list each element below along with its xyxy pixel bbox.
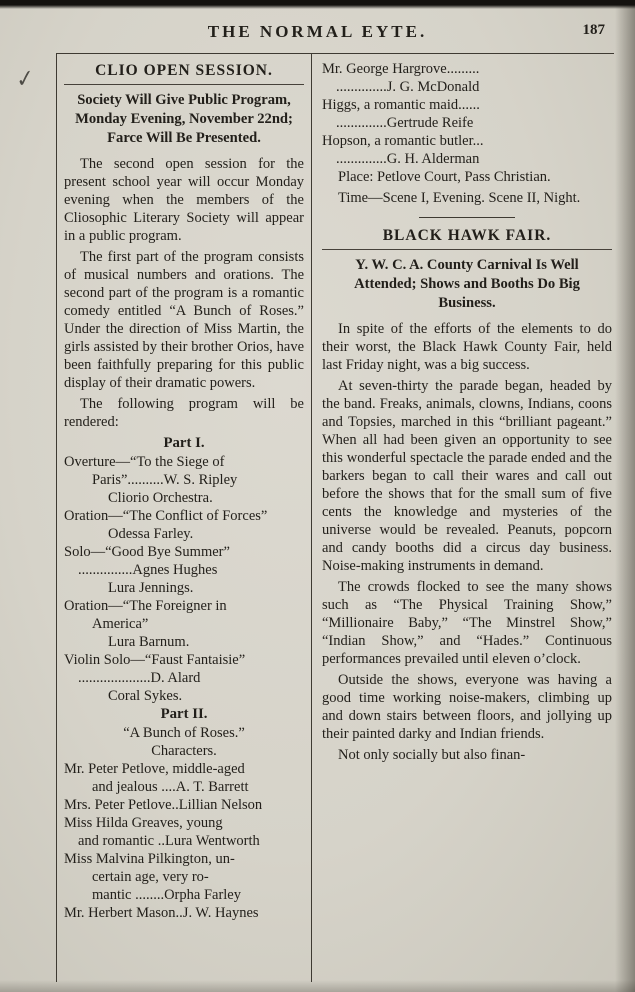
cast-line: ..............G. H. Alderman [336,151,480,167]
right-column [311,54,614,982]
left-column [56,54,311,982]
handwritten-checkmark: ✓ [14,63,36,94]
program-line: Cliorio Orchestra. [108,490,213,506]
program-line: Lura Barnum. [108,634,190,650]
cast-line: and jealous ....A. T. Barrett [92,779,249,795]
cast-line: ..............J. G. McDonald [336,79,480,95]
program-line: Coral Sykes. [108,688,183,704]
program-line: Violin Solo—“Faust Fantaisie” [64,652,246,668]
cast-line: ..............Gertrude Reife [336,115,474,131]
cast-line: Miss Hilda Greaves, young [64,815,223,831]
program-line: Oration—“The Foreigner in [64,598,227,614]
program-line: Solo—“Good Bye Summer” [64,544,230,560]
program-line: ....................D. Alard [78,670,201,686]
cast-line: Mr. George Hargrove......... [322,61,480,77]
cast-line: Miss Malvina Pilkington, un- [64,851,235,867]
program-line: Paris”..........W. S. Ripley [92,472,238,488]
scan-right-shade [615,0,635,992]
paragraph: The first part of the program consists of musical numbers and orations. The second part of the program is a romantic comedy entitled “A Bunch of Roses.” Under the direction of Miss Martin, the girls assisted by their brother Orios, have been faithfully preparing for this public display of their dramatic powers. [64,249,304,391]
paragraph: In spite of the efforts of the elements to do their worst, the Black Hawk County Fair, held last Friday night, was a big success. [322,321,612,373]
cast-line: mantic ........Orpha Farley [92,887,241,903]
cast-line: Hopson, a romantic butler... [322,133,484,149]
program-line: Lura Jennings. [108,580,194,596]
program-line: America” [92,616,149,632]
paragraph: At seven-thirty the parade began, headed by the band. Freaks, animals, clowns, Indians, coons and Topsies, marched in this “brilliant pageant.” When all had been given an opportunity to see this wonderful spectacle the parade ended and the barkers began to call their wares and call out before the shows that for the small sum of five cents the knowledge and mysteries of the universe would be revealed. Peanuts, popcorn and candy booths did a circus day business. Noise-making instruments in demand. [322,378,612,574]
paragraph: The second open session for the present school year will occur Monday evening when the members of the Cliosophic Literary Society will appear in a public program. [64,156,304,244]
program-line: Odessa Farley. [108,526,194,542]
cast-line: Higgs, a romantic maid...... [322,97,480,113]
content-columns [56,54,614,982]
article-divider-rule [419,217,515,218]
cast-line: and romantic ..Lura Wentworth [78,833,260,849]
page-number: 187 [582,22,605,38]
program-line: ...............Agnes Hughes [78,562,218,578]
paragraph: The following program will be rendered: [64,396,304,430]
article-heading-clio: CLIO OPEN SESSION. [64,62,304,85]
cast-line: Mr. Peter Petlove, middle-aged [64,761,245,777]
paragraph: The crowds flocked to see the many shows such as “The Physical Training Show,” “Millionaire Baby,” “The Minstrel Show,” “Indian Show,” and “Hades.” Continuous performances prevailed until eleven o’clock. [322,579,612,667]
program-line: Oration—“The Conflict of Forces” [64,508,268,524]
article-heading-blackhawk: BLACK HAWK FAIR. [322,227,612,250]
cast-line: certain age, very ro- [92,869,209,885]
characters-label: Characters. [151,743,217,759]
place-line: Place: Petlove Court, Pass Christian. [338,169,551,185]
article-subheading-clio: Society Will Give Public Program, Monday Evening, November 22nd; Farce Will Be Presented. [75,92,293,146]
program-line: Overture—“To the Siege of [64,454,225,470]
cast-line: Mr. Herbert Mason..J. W. Haynes [64,905,259,921]
scan-top-edge [0,0,635,9]
cast-line: Mrs. Peter Petlove..Lillian Nelson [64,797,263,813]
time-line: Time—Scene I, Evening. Scene II, Night. [338,190,581,206]
article-subheading-blackhawk: Y. W. C. A. County Carnival Is Well Attended; Shows and Booths Do Big Business. [354,257,580,311]
part2-title: Part II. [160,706,208,722]
paragraph-cutoff: Not only socially but also finan- [338,747,526,763]
paragraph: Outside the shows, everyone was having a good time working noise-makers, climbing up and down stairs between floors, and jollying up their painted darky and Indian friends. [322,672,612,742]
play-title: “A Bunch of Roses.” [123,725,245,741]
publication-title: THE NORMAL EYTE. [207,22,428,41]
part1-title: Part I. [163,435,205,451]
